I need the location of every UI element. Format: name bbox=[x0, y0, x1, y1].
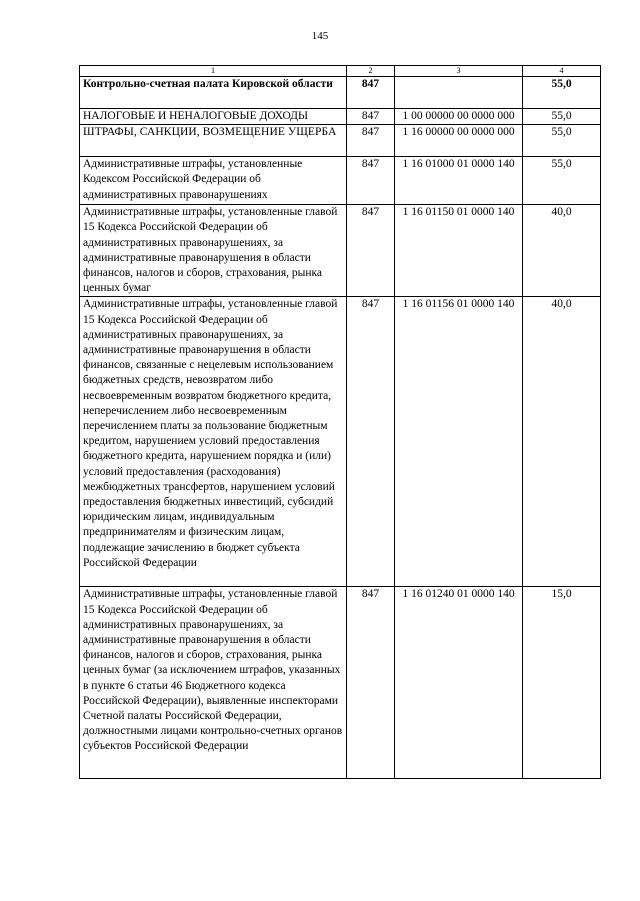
row-admin-code: 847 bbox=[347, 297, 395, 587]
row-budget-code: 1 16 01240 01 0000 140 bbox=[395, 587, 523, 779]
row-budget-code: 1 16 01156 01 0000 140 bbox=[395, 297, 523, 587]
row-amount: 55,0 bbox=[523, 109, 601, 125]
revenue-table bbox=[79, 65, 601, 779]
row-budget-code: 1 16 01150 01 0000 140 bbox=[395, 205, 523, 297]
row-name: ШТРАФЫ, САНКЦИИ, ВОЗМЕЩЕНИЕ УЩЕРБА bbox=[80, 125, 347, 157]
table-row bbox=[80, 157, 601, 205]
row-amount: 40,0 bbox=[523, 297, 601, 587]
column-number-row bbox=[80, 66, 601, 77]
row-admin-code: 847 bbox=[347, 125, 395, 157]
table-row bbox=[80, 587, 601, 779]
column-number: 2 bbox=[347, 66, 395, 77]
row-budget-code: 1 16 01000 01 0000 140 bbox=[395, 157, 523, 205]
page-number: 145 bbox=[311, 30, 329, 42]
column-number: 1 bbox=[80, 66, 347, 77]
row-amount: 55,0 bbox=[523, 125, 601, 157]
row-amount: 55,0 bbox=[523, 77, 601, 109]
row-amount: 40,0 bbox=[523, 205, 601, 297]
column-number: 4 bbox=[523, 66, 601, 77]
table-row bbox=[80, 205, 601, 297]
row-name: Административные штрафы, установленные главой 15 Кодекса Российской Федерации об административных правонарушениях, за административные правонарушения в области финансов, связанные с нецелевым использованием бюджетных средств, невозвратом либо несвоевременным возвратом бюджетного кредита, неперечислением либо несвоевременным перечислением платы за пользование бюджетным кредитом, нарушением условий предоставления бюджетного кредита, нарушением порядка и (или) условий предоставления (расходования) межбюджетных трансфертов, нарушением условий предоставления бюджетных инвестиций, субсидий юридическим лицам, индивидуальным предпринимателям и физическим лицам, подлежащие зачислению в бюджет субъекта Российской Федерации bbox=[80, 297, 347, 587]
row-name: Контрольно-счетная палата Кировской области bbox=[80, 77, 347, 109]
row-admin-code: 847 bbox=[347, 587, 395, 779]
row-name: Административные штрафы, установленные Кодексом Российской Федерации об административных правонарушениях bbox=[80, 157, 347, 205]
row-admin-code: 847 bbox=[347, 205, 395, 297]
row-admin-code: 847 bbox=[347, 77, 395, 109]
table-row bbox=[80, 109, 601, 125]
row-amount: 15,0 bbox=[523, 587, 601, 779]
row-name: Административные штрафы, установленные главой 15 Кодекса Российской Федерации об административных правонарушениях, за административные правонарушения в области финансов, налогов и сборов, страхования, рынка ценных бумаг (за исключением штрафов, указанных в пункте 6 статьи 46 Бюджетного кодекса Российской Федерации), выявленные инспекторами Счетной палаты Российской Федерации, должностными лицами контрольно-счетных органов субъектов Российской Федерации bbox=[80, 587, 347, 779]
row-budget-code: 1 16 00000 00 0000 000 bbox=[395, 125, 523, 157]
row-budget-code bbox=[395, 77, 523, 109]
row-budget-code: 1 00 00000 00 0000 000 bbox=[395, 109, 523, 125]
row-name: Административные штрафы, установленные главой 15 Кодекса Российской Федерации об административных правонарушениях, за административные правонарушения в области финансов, налогов и сборов, страхования, рынка ценных бумаг bbox=[80, 205, 347, 297]
row-admin-code: 847 bbox=[347, 157, 395, 205]
table-row bbox=[80, 77, 601, 109]
column-number: 3 bbox=[395, 66, 523, 77]
table-row bbox=[80, 125, 601, 157]
row-admin-code: 847 bbox=[347, 109, 395, 125]
row-amount: 55,0 bbox=[523, 157, 601, 205]
row-name: НАЛОГОВЫЕ И НЕНАЛОГОВЫЕ ДОХОДЫ bbox=[80, 109, 347, 125]
table-row bbox=[80, 297, 601, 587]
